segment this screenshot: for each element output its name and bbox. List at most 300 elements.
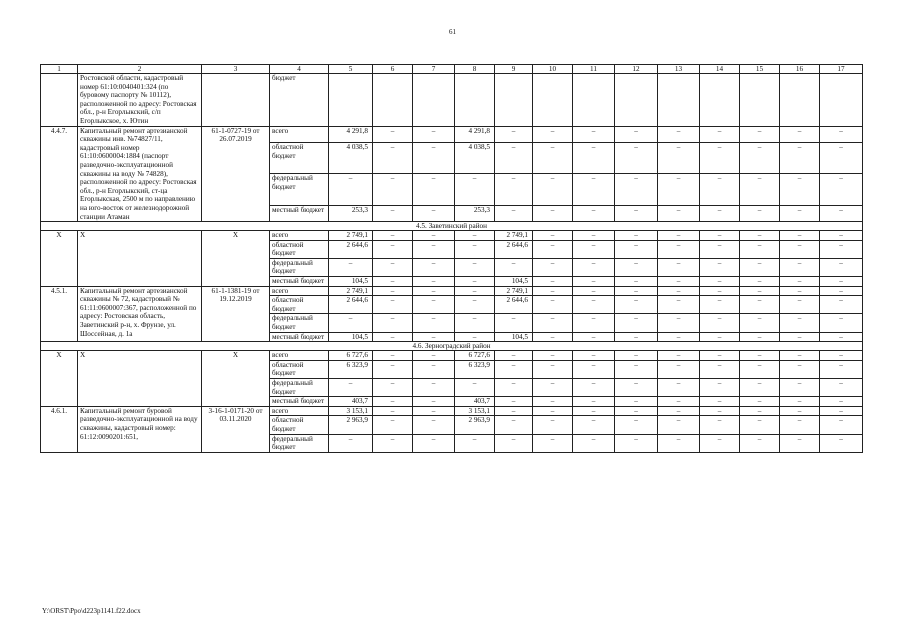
column-header: 2 [78, 65, 202, 74]
value-cell: – [373, 434, 413, 452]
value-cell: – [533, 416, 573, 434]
column-header: 13 [658, 65, 700, 74]
column-header: 10 [533, 65, 573, 74]
item-description: Капитальный ремонт артезианской скважины № 72, кадастровый № 61:11:0600007:367, расположенной по адресу: Ростовская область, Заветинский р-н, х. Фрунзе, ул. Шоссейная, д. 1а [78, 286, 202, 342]
expertise-document [202, 74, 270, 127]
value-cell: 403,7 [329, 397, 373, 407]
value-cell: – [615, 231, 658, 241]
value-cell: – [615, 277, 658, 287]
funding-source-label: федеральный бюджет [270, 434, 329, 452]
value-cell: – [615, 332, 658, 342]
value-cell: – [573, 286, 615, 296]
value-cell: – [658, 126, 700, 142]
value-cell [533, 74, 573, 127]
funding-source-label: областной бюджет [270, 240, 329, 258]
value-cell: 2 644,6 [495, 240, 533, 258]
value-cell: – [740, 240, 780, 258]
value-cell: – [780, 406, 820, 416]
value-cell: – [455, 296, 495, 314]
table-row [41, 231, 863, 241]
value-cell: – [700, 174, 740, 205]
page-number: 61 [449, 28, 456, 36]
value-cell: – [658, 314, 700, 332]
value-cell: – [780, 240, 820, 258]
column-header: 5 [329, 65, 373, 74]
funding-source-label: федеральный бюджет [270, 174, 329, 205]
value-cell: – [820, 231, 863, 241]
value-cell: – [658, 406, 700, 416]
value-cell: – [700, 240, 740, 258]
value-cell: – [373, 416, 413, 434]
funding-source-label: всего [270, 126, 329, 142]
value-cell: – [533, 332, 573, 342]
value-cell: – [413, 240, 455, 258]
funding-source-label: всего [270, 406, 329, 416]
value-cell: – [573, 258, 615, 276]
value-cell: – [495, 360, 533, 378]
value-cell: – [700, 314, 740, 332]
value-cell: – [780, 126, 820, 142]
value-cell: – [658, 296, 700, 314]
value-cell: 6 323,9 [455, 360, 495, 378]
value-cell: – [533, 314, 573, 332]
value-cell: – [573, 397, 615, 407]
funding-source-label: федеральный бюджет [270, 314, 329, 332]
value-cell: – [373, 332, 413, 342]
value-cell: – [373, 126, 413, 142]
value-cell: – [820, 174, 863, 205]
value-cell: – [495, 314, 533, 332]
value-cell: – [533, 240, 573, 258]
value-cell: – [780, 258, 820, 276]
value-cell: – [533, 351, 573, 361]
funding-source-label: всего [270, 231, 329, 241]
value-cell: – [780, 205, 820, 222]
value-cell: – [373, 296, 413, 314]
value-cell: – [373, 277, 413, 287]
value-cell: – [455, 286, 495, 296]
value-cell: – [740, 231, 780, 241]
value-cell: – [373, 397, 413, 407]
value-cell: – [820, 332, 863, 342]
value-cell: – [413, 286, 455, 296]
header-row [41, 65, 863, 74]
value-cell: – [820, 296, 863, 314]
value-cell: – [615, 205, 658, 222]
value-cell: – [413, 258, 455, 276]
value-cell: – [373, 231, 413, 241]
value-cell: – [700, 231, 740, 241]
value-cell: – [329, 314, 373, 332]
column-header: 9 [495, 65, 533, 74]
funding-source-label: местный бюджет [270, 277, 329, 287]
value-cell: – [700, 332, 740, 342]
value-cell: – [700, 286, 740, 296]
funding-source-label: местный бюджет [270, 332, 329, 342]
value-cell: – [780, 174, 820, 205]
value-cell: – [573, 379, 615, 397]
value-cell: – [573, 351, 615, 361]
value-cell: – [780, 286, 820, 296]
column-header: 11 [573, 65, 615, 74]
value-cell: – [615, 314, 658, 332]
item-number: 4.6.1. [41, 406, 78, 452]
value-cell: – [700, 416, 740, 434]
value-cell: – [533, 286, 573, 296]
value-cell: – [373, 240, 413, 258]
value-cell: – [740, 258, 780, 276]
value-cell: – [700, 406, 740, 416]
value-cell: – [455, 240, 495, 258]
value-cell: – [700, 434, 740, 452]
section-header-row [41, 342, 863, 351]
value-cell: 6 323,9 [329, 360, 373, 378]
value-cell: – [495, 434, 533, 452]
value-cell: – [573, 126, 615, 142]
value-cell: – [820, 406, 863, 416]
column-header: 15 [740, 65, 780, 74]
value-cell: – [700, 379, 740, 397]
value-cell: – [373, 143, 413, 174]
value-cell: – [533, 397, 573, 407]
value-cell: – [533, 231, 573, 241]
item-number: Х [41, 351, 78, 407]
value-cell: – [658, 231, 700, 241]
value-cell: – [780, 351, 820, 361]
value-cell: – [820, 258, 863, 276]
funding-source-label: областной бюджет [270, 416, 329, 434]
value-cell: – [413, 397, 455, 407]
value-cell: – [740, 434, 780, 452]
item-number: 4.5.1. [41, 286, 78, 342]
value-cell [373, 74, 413, 127]
value-cell: – [533, 258, 573, 276]
value-cell: – [573, 231, 615, 241]
value-cell: – [455, 379, 495, 397]
value-cell: – [495, 406, 533, 416]
value-cell: – [573, 332, 615, 342]
expertise-document: 61-1-1381-19 от 19.12.2019 [202, 286, 270, 342]
value-cell: – [658, 258, 700, 276]
value-cell [820, 74, 863, 127]
value-cell [329, 74, 373, 127]
value-cell: – [573, 240, 615, 258]
value-cell: – [658, 143, 700, 174]
value-cell [740, 74, 780, 127]
value-cell: – [615, 240, 658, 258]
value-cell: – [413, 379, 455, 397]
value-cell: – [615, 379, 658, 397]
value-cell: – [573, 143, 615, 174]
value-cell: – [533, 434, 573, 452]
value-cell: 2 749,1 [495, 286, 533, 296]
column-header: 14 [700, 65, 740, 74]
value-cell [700, 74, 740, 127]
value-cell: – [413, 360, 455, 378]
value-cell: – [700, 351, 740, 361]
value-cell: – [780, 296, 820, 314]
value-cell: – [740, 143, 780, 174]
value-cell: – [615, 296, 658, 314]
value-cell: – [780, 231, 820, 241]
value-cell: – [700, 296, 740, 314]
value-cell: – [495, 397, 533, 407]
column-header: 1 [41, 65, 78, 74]
value-cell: 4 038,5 [455, 143, 495, 174]
value-cell: – [658, 360, 700, 378]
value-cell: – [455, 174, 495, 205]
value-cell: – [573, 174, 615, 205]
value-cell: – [740, 416, 780, 434]
value-cell: – [573, 205, 615, 222]
value-cell: – [658, 351, 700, 361]
section-title: 4.6. Зерноградский район [41, 342, 863, 351]
value-cell: – [573, 360, 615, 378]
value-cell [573, 74, 615, 127]
value-cell: – [700, 397, 740, 407]
value-cell: – [615, 406, 658, 416]
value-cell: – [373, 174, 413, 205]
value-cell: – [658, 379, 700, 397]
value-cell: – [780, 397, 820, 407]
table-row [41, 74, 863, 127]
value-cell: – [658, 416, 700, 434]
table-row [41, 286, 863, 296]
value-cell: – [740, 360, 780, 378]
value-cell: – [413, 332, 455, 342]
column-header: 4 [270, 65, 329, 74]
value-cell: – [700, 126, 740, 142]
value-cell: – [780, 360, 820, 378]
value-cell: – [495, 379, 533, 397]
value-cell [413, 74, 455, 127]
funding-source-label: областной бюджет [270, 296, 329, 314]
value-cell: – [820, 143, 863, 174]
value-cell: – [700, 143, 740, 174]
value-cell: – [413, 351, 455, 361]
value-cell: 104,5 [495, 332, 533, 342]
value-cell [780, 74, 820, 127]
value-cell: – [820, 379, 863, 397]
value-cell: – [329, 258, 373, 276]
value-cell: – [615, 434, 658, 452]
funding-source-label: федеральный бюджет [270, 379, 329, 397]
value-cell: – [329, 434, 373, 452]
value-cell: – [820, 416, 863, 434]
value-cell: – [740, 314, 780, 332]
value-cell: – [533, 360, 573, 378]
column-header: 6 [373, 65, 413, 74]
item-description: Капитальный ремонт буровой разведочно-эксплуатационной на воду скважины, кадастровый номер: 61:12:0090201:651, [78, 406, 202, 452]
value-cell: – [573, 406, 615, 416]
value-cell: – [615, 286, 658, 296]
value-cell: – [373, 258, 413, 276]
value-cell: – [700, 205, 740, 222]
value-cell: – [533, 379, 573, 397]
value-cell: – [455, 434, 495, 452]
value-cell: – [413, 296, 455, 314]
value-cell: – [533, 126, 573, 142]
value-cell: – [495, 126, 533, 142]
value-cell: – [495, 174, 533, 205]
value-cell: – [533, 296, 573, 314]
value-cell: – [615, 416, 658, 434]
value-cell: 2 749,1 [329, 231, 373, 241]
value-cell: – [780, 314, 820, 332]
value-cell: 104,5 [329, 277, 373, 287]
value-cell: – [615, 174, 658, 205]
section-title: 4.5. Заветинский район [41, 222, 863, 231]
item-number: 4.4.7. [41, 126, 78, 222]
value-cell: – [495, 351, 533, 361]
funding-source-label: местный бюджет [270, 205, 329, 222]
value-cell: – [573, 434, 615, 452]
column-header: 8 [455, 65, 495, 74]
table-row [41, 406, 863, 416]
value-cell: – [700, 277, 740, 287]
item-description: Х [78, 351, 202, 407]
value-cell: – [373, 406, 413, 416]
value-cell: 2 749,1 [495, 231, 533, 241]
value-cell: – [780, 416, 820, 434]
value-cell: 253,3 [329, 205, 373, 222]
value-cell: – [495, 143, 533, 174]
value-cell: – [533, 205, 573, 222]
value-cell: – [373, 286, 413, 296]
value-cell: 3 153,1 [329, 406, 373, 416]
value-cell: 6 727,6 [329, 351, 373, 361]
value-cell: – [658, 434, 700, 452]
value-cell: – [820, 126, 863, 142]
expertise-document: Х [202, 351, 270, 407]
value-cell: – [780, 332, 820, 342]
value-cell: 2 749,1 [329, 286, 373, 296]
funding-source-label: всего [270, 286, 329, 296]
value-cell: – [658, 332, 700, 342]
value-cell: – [413, 406, 455, 416]
value-cell: – [495, 205, 533, 222]
value-cell: – [413, 434, 455, 452]
value-cell: – [740, 277, 780, 287]
value-cell: – [455, 277, 495, 287]
table-body [41, 74, 863, 453]
value-cell: – [820, 351, 863, 361]
value-cell: – [533, 143, 573, 174]
value-cell [658, 74, 700, 127]
value-cell: – [820, 434, 863, 452]
expertise-document: Х [202, 231, 270, 287]
value-cell: – [615, 143, 658, 174]
value-cell: – [820, 397, 863, 407]
value-cell: – [740, 332, 780, 342]
item-description: Ростовской области, кадастровый номер 61:10:0040401:324 (по буровому паспорту № 10112), расположенной по адресу: Ростовская обл., р-н Егорлыкский, с/п Егорлыкское, х. Ютин [78, 74, 202, 127]
value-cell: – [820, 286, 863, 296]
column-header: 16 [780, 65, 820, 74]
value-cell: – [615, 351, 658, 361]
value-cell: – [820, 314, 863, 332]
value-cell: – [740, 126, 780, 142]
section-header-row [41, 222, 863, 231]
value-cell: – [413, 174, 455, 205]
value-cell: 3 153,1 [455, 406, 495, 416]
value-cell: – [658, 397, 700, 407]
value-cell: – [740, 205, 780, 222]
column-header: 7 [413, 65, 455, 74]
budget-table [40, 64, 863, 453]
value-cell: – [780, 379, 820, 397]
column-header: 17 [820, 65, 863, 74]
value-cell: – [373, 205, 413, 222]
value-cell: 104,5 [495, 277, 533, 287]
value-cell: – [533, 174, 573, 205]
table-row [41, 351, 863, 361]
value-cell: 2 644,6 [329, 240, 373, 258]
value-cell: – [329, 379, 373, 397]
value-cell: – [820, 360, 863, 378]
value-cell: 2 963,9 [329, 416, 373, 434]
value-cell: – [615, 360, 658, 378]
value-cell: – [740, 286, 780, 296]
value-cell: – [495, 416, 533, 434]
value-cell: – [780, 277, 820, 287]
value-cell: – [658, 286, 700, 296]
item-description: Х [78, 231, 202, 287]
value-cell: – [573, 277, 615, 287]
value-cell: – [413, 231, 455, 241]
value-cell: – [740, 406, 780, 416]
value-cell: – [740, 397, 780, 407]
funding-source-label: всего [270, 351, 329, 361]
value-cell: – [495, 258, 533, 276]
expertise-document: 3-16-1-0171-20 от 03.11.2020 [202, 406, 270, 452]
value-cell: 2 644,6 [329, 296, 373, 314]
file-path-footer: Y:\ORST\Ppo\d223p1141.f22.docx [42, 607, 141, 615]
value-cell: – [533, 406, 573, 416]
value-cell: – [780, 143, 820, 174]
funding-source-label: областной бюджет [270, 143, 329, 174]
item-description: Капитальный ремонт артезианской скважины инв. №74827/11, кадастровый номер 61:10:0600004:1884 (паспорт разведочно-эксплуатационной скважины на воду № 74828), расположенной по адресу: Ростовская обл., р-н Егорлыкский, ст-ца Егорлыкская, 2500 м по направлению на юго-восток от железнодорожной станции Атаман [78, 126, 202, 222]
value-cell: – [615, 397, 658, 407]
value-cell: – [820, 205, 863, 222]
value-cell: – [615, 126, 658, 142]
value-cell [455, 74, 495, 127]
funding-source-label: бюджет [270, 74, 329, 127]
value-cell: – [658, 174, 700, 205]
value-cell: – [740, 351, 780, 361]
value-cell: – [329, 174, 373, 205]
value-cell: – [740, 174, 780, 205]
value-cell: – [573, 296, 615, 314]
value-cell: – [455, 332, 495, 342]
value-cell: – [455, 258, 495, 276]
value-cell: – [373, 351, 413, 361]
value-cell: – [700, 360, 740, 378]
table-row [41, 126, 863, 142]
value-cell: – [413, 205, 455, 222]
value-cell: – [820, 277, 863, 287]
value-cell: – [740, 296, 780, 314]
value-cell: – [533, 277, 573, 287]
value-cell: – [780, 434, 820, 452]
value-cell: – [455, 314, 495, 332]
value-cell: – [413, 143, 455, 174]
value-cell: – [658, 240, 700, 258]
value-cell: 104,5 [329, 332, 373, 342]
value-cell: – [658, 205, 700, 222]
funding-source-label: областной бюджет [270, 360, 329, 378]
value-cell: 4 038,5 [329, 143, 373, 174]
value-cell: – [573, 416, 615, 434]
